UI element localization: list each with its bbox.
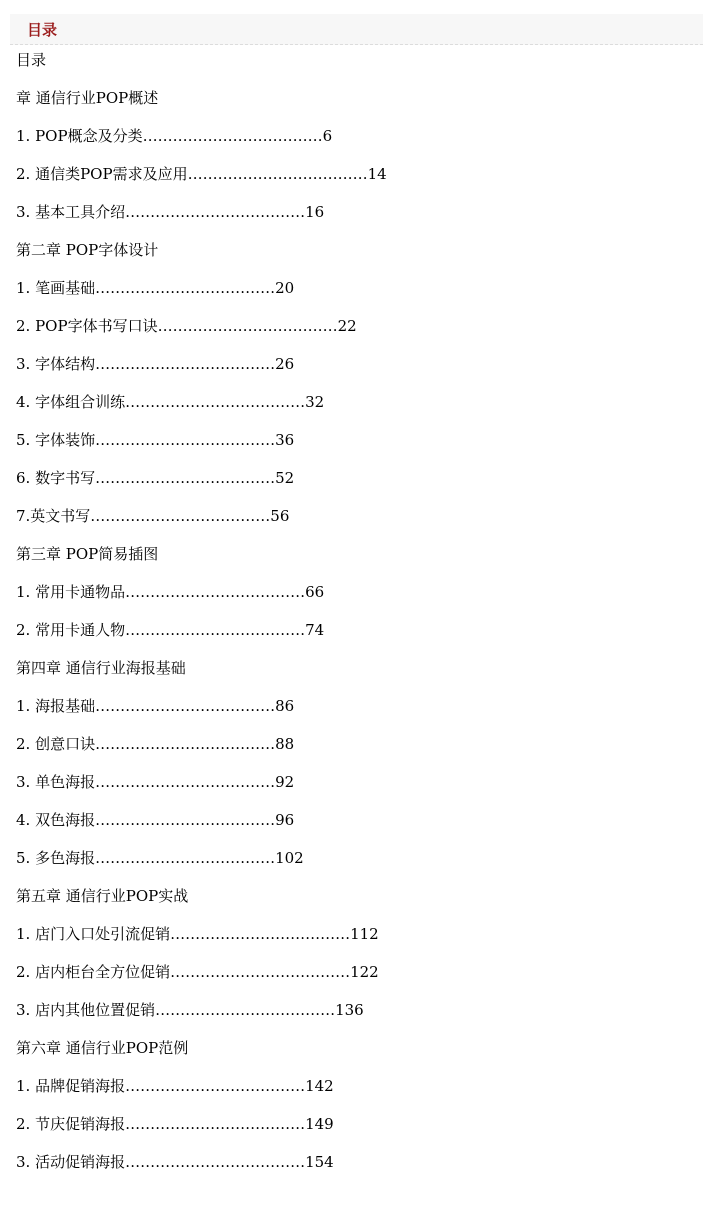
toc-entry: 2. 通信类POP需求及应用………………………………14 (16, 165, 387, 183)
toc-entry: 5. 字体装饰………………………………36 (16, 431, 295, 449)
toc-entry: 2. 创意口诀………………………………88 (16, 735, 295, 753)
toc-entry: 4. 双色海报………………………………96 (16, 811, 295, 829)
toc-chapter-6: 第六章 通信行业POP范例 (16, 1039, 189, 1057)
toc-entry: 1. 品牌促销海报………………………………142 (16, 1077, 334, 1095)
toc-entry: 4. 字体组合训练………………………………32 (16, 393, 325, 411)
section-title: 目录 (27, 21, 58, 39)
toc-entry: 3. 基本工具介绍………………………………16 (16, 203, 325, 221)
toc-entry: 7.英文书写………………………………56 (16, 507, 290, 525)
toc-entry: 2. 店内柜台全方位促销………………………………122 (16, 963, 379, 981)
toc-chapter-4: 第四章 通信行业海报基础 (16, 659, 186, 677)
toc-entry: 5. 多色海报………………………………102 (16, 849, 304, 867)
toc-chapter-1: 章 通信行业POP概述 (16, 89, 159, 107)
toc-entry: 3. 活动促销海报………………………………154 (16, 1153, 334, 1171)
toc-entry: 1. POP概念及分类………………………………6 (16, 127, 333, 145)
toc-heading: 目录 (16, 51, 47, 69)
table-of-contents (16, 47, 706, 1187)
toc-entry: 1. 常用卡通物品………………………………66 (16, 583, 325, 601)
toc-entry: 3. 单色海报………………………………92 (16, 773, 295, 791)
section-header (10, 14, 703, 45)
toc-entry: 2. 节庆促销海报………………………………149 (16, 1115, 334, 1133)
toc-chapter-3: 第三章 POP简易插图 (16, 545, 159, 563)
toc-entry: 2. 常用卡通人物………………………………74 (16, 621, 325, 639)
toc-entry: 1. 笔画基础………………………………20 (16, 279, 295, 297)
toc-entry: 3. 店内其他位置促销………………………………136 (16, 1001, 364, 1019)
toc-entry: 1. 海报基础………………………………86 (16, 697, 295, 715)
toc-chapter-5: 第五章 通信行业POP实战 (16, 887, 189, 905)
toc-chapter-2: 第二章 POP字体设计 (16, 241, 159, 259)
toc-entry: 2. POP字体书写口诀………………………………22 (16, 317, 357, 335)
toc-entry: 6. 数字书写………………………………52 (16, 469, 295, 487)
toc-entry: 3. 字体结构………………………………26 (16, 355, 295, 373)
toc-entry: 1. 店门入口处引流促销………………………………112 (16, 925, 379, 943)
